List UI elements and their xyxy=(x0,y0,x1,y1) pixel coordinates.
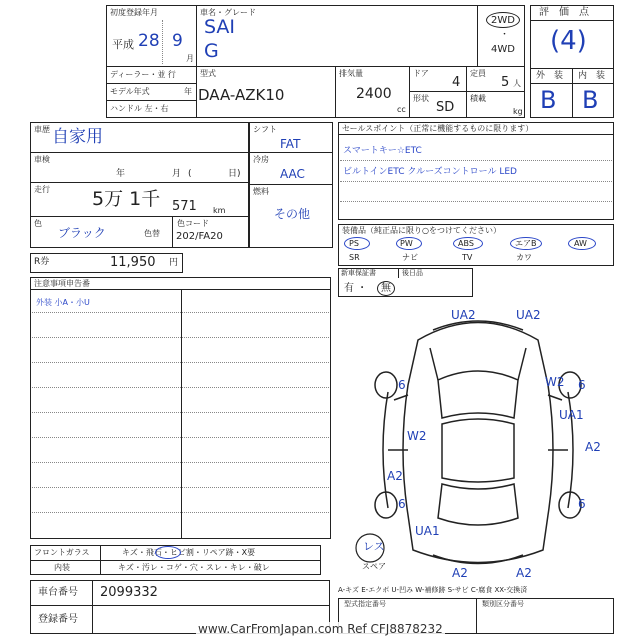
warranty-new-label: 新車保証書 xyxy=(341,269,376,277)
equip-tv: TV xyxy=(462,253,473,262)
interior-cond-value: キズ・汚レ・コゲ・穴・スレ・キレ・破レ xyxy=(118,563,270,572)
doors-value: 4 xyxy=(452,75,461,90)
cc-unit: cc xyxy=(397,105,406,114)
era-label: 平成 xyxy=(112,38,134,51)
drive-4wd: 4WD xyxy=(491,44,515,55)
color-value: ブラック xyxy=(58,226,106,240)
door-label: ドア xyxy=(413,69,429,78)
exterior-label: 外 装 xyxy=(536,71,564,81)
damage-mark-ua2-left: UA2 xyxy=(451,308,476,322)
drive-2wd: 2WD xyxy=(491,15,515,26)
recycle-amount: 11,950 xyxy=(110,255,156,270)
capacity-value: 5 xyxy=(501,75,510,90)
sales-point-line2: ビルトインETC クルーズコントロール LED xyxy=(343,167,517,177)
model-year-label: モデル年式 xyxy=(110,87,150,96)
vehicle-no-label: 車台番号 xyxy=(38,587,78,598)
damage-mark-ua2-right: UA2 xyxy=(516,308,541,322)
inspection-paren: ( xyxy=(188,169,192,179)
equip-pw: PW xyxy=(400,239,413,248)
first-reg-label: 初度登録年月 xyxy=(110,8,158,17)
capacity-unit: 人 xyxy=(513,79,521,88)
inspection-month: 月 xyxy=(172,169,182,179)
color-code: 202/FA20 xyxy=(176,231,223,242)
damage-mark-6-rl: 6 xyxy=(398,497,406,511)
kg-unit: kg xyxy=(513,107,523,116)
damage-mark-a2-rear-right: A2 xyxy=(516,566,532,580)
front-glass-label: フロントガラス xyxy=(34,548,90,557)
dealer-label: ディーラー・並 行 xyxy=(110,70,176,79)
damage-mark-a2-left: A2 xyxy=(387,469,403,483)
damage-mark-w2-left: W2 xyxy=(407,429,427,443)
sales-point-line1: スマートキー☆ETC xyxy=(343,146,422,156)
damage-mark-6-fl: 6 xyxy=(398,378,406,392)
warranty-circled: 無 xyxy=(381,283,391,294)
watermark: www.CarFromJapan.com Ref CFJ8878232 xyxy=(198,622,443,636)
model-code: DAA-AZK10 xyxy=(198,86,285,104)
shape-label: 形状 xyxy=(413,94,429,103)
fuel-value: その他 xyxy=(274,207,311,221)
notes-label: 注意事項申告番 xyxy=(34,279,90,288)
color-label: 色 xyxy=(34,219,42,228)
damage-mark-ua1-left: UA1 xyxy=(415,524,440,538)
inspection-year: 年 xyxy=(116,169,126,179)
model-year-unit: 年 xyxy=(184,87,192,96)
vehicle-no-value: 2099332 xyxy=(100,585,158,600)
handle-label: ハンドル 左・右 xyxy=(110,104,169,113)
capacity-label: 定員 xyxy=(470,69,486,78)
type-label: 型式 xyxy=(200,69,216,78)
sales-points-label: セールスポイント（正常に機能するものに限ります） xyxy=(342,124,534,133)
warranty-value: 有 ・ xyxy=(344,283,368,294)
usage-type-label: 車歴 xyxy=(34,125,50,134)
exterior-grade: B xyxy=(540,86,557,114)
legend-box1b: 類別区分番号 xyxy=(482,600,524,608)
shape-value: SD xyxy=(436,100,455,115)
equip-aw: AW xyxy=(574,239,587,248)
load-label: 積載 xyxy=(470,94,486,103)
inspection-day: 日) xyxy=(228,169,241,179)
legend-box1: 型式指定番号 xyxy=(344,600,386,608)
inspection-label: 車検 xyxy=(34,155,50,164)
equip-airbag: エアB xyxy=(515,239,537,248)
fuel-label: 燃料 xyxy=(253,187,269,196)
car-grade: G xyxy=(204,40,219,62)
equip-ps: PS xyxy=(349,239,359,248)
notes-line1: 外装 小A・小U xyxy=(36,298,90,307)
displacement-label: 排気量 xyxy=(339,69,363,78)
header-box xyxy=(106,5,525,118)
grade-label: 評 価 点 xyxy=(539,7,589,18)
damage-mark-a2-right: A2 xyxy=(585,440,601,454)
recycle-label: R券 xyxy=(34,257,50,267)
damage-mark-6-rr: 6 xyxy=(578,497,586,511)
mileage-main: 5万 1千 xyxy=(92,188,161,210)
damage-mark-a2-rear-left: A2 xyxy=(452,566,468,580)
equip-sr: SR xyxy=(349,253,360,262)
warranty-record-label: 後日品 xyxy=(402,269,423,277)
interior-label: 内 装 xyxy=(578,71,606,81)
car-name: SAI xyxy=(204,16,236,38)
front-glass-value: キズ・飛石・ヒビ割・リペア跡・X要 xyxy=(122,548,256,557)
damage-mark-ua1-right: UA1 xyxy=(559,408,584,422)
mileage-label: 走行 xyxy=(34,185,50,194)
era-year: 28 xyxy=(138,31,160,51)
spare-circled: レス xyxy=(363,540,385,553)
equip-abs: ABS xyxy=(458,239,474,248)
km-unit: km xyxy=(213,206,226,215)
drive-sep: ・ xyxy=(500,30,510,40)
equip-leather: カワ xyxy=(516,253,532,262)
grade-score: (4) xyxy=(550,26,587,56)
interior-grade: B xyxy=(582,86,599,114)
usage-type-value: 自家用 xyxy=(52,127,103,147)
spare-label: スペア xyxy=(362,562,386,571)
reg-month: 9 xyxy=(172,31,183,51)
interior-cond-label: 内装 xyxy=(54,563,70,572)
month-unit: 月 xyxy=(186,54,194,63)
shift-label: シフト xyxy=(253,125,277,134)
damage-legend: A-キズ E-エクボ U-凹み W-補修跡 S-サビ C-腐食 XX-交換済 xyxy=(338,586,528,594)
equipment-label: 装備品（純正品に限り○をつけてください） xyxy=(342,226,501,235)
damage-mark-w2-right: W2 xyxy=(545,375,565,389)
name-grade-label: 車名・グレード xyxy=(200,8,256,17)
color-swap-label: 色替 xyxy=(144,229,160,238)
damage-mark-6-fr: 6 xyxy=(578,378,586,392)
color-code-label: 色コード xyxy=(177,219,209,228)
displacement-value: 2400 xyxy=(356,86,392,102)
shift-value: FAT xyxy=(280,137,301,151)
ac-value: AAC xyxy=(280,167,305,181)
recycle-unit: 円 xyxy=(169,258,179,268)
equip-navi: ナビ xyxy=(402,253,418,262)
mileage-sub: 571 xyxy=(172,199,197,214)
reg-no-label: 登録番号 xyxy=(38,614,78,625)
ac-label: 冷房 xyxy=(253,155,269,164)
recycle-box xyxy=(30,253,183,273)
